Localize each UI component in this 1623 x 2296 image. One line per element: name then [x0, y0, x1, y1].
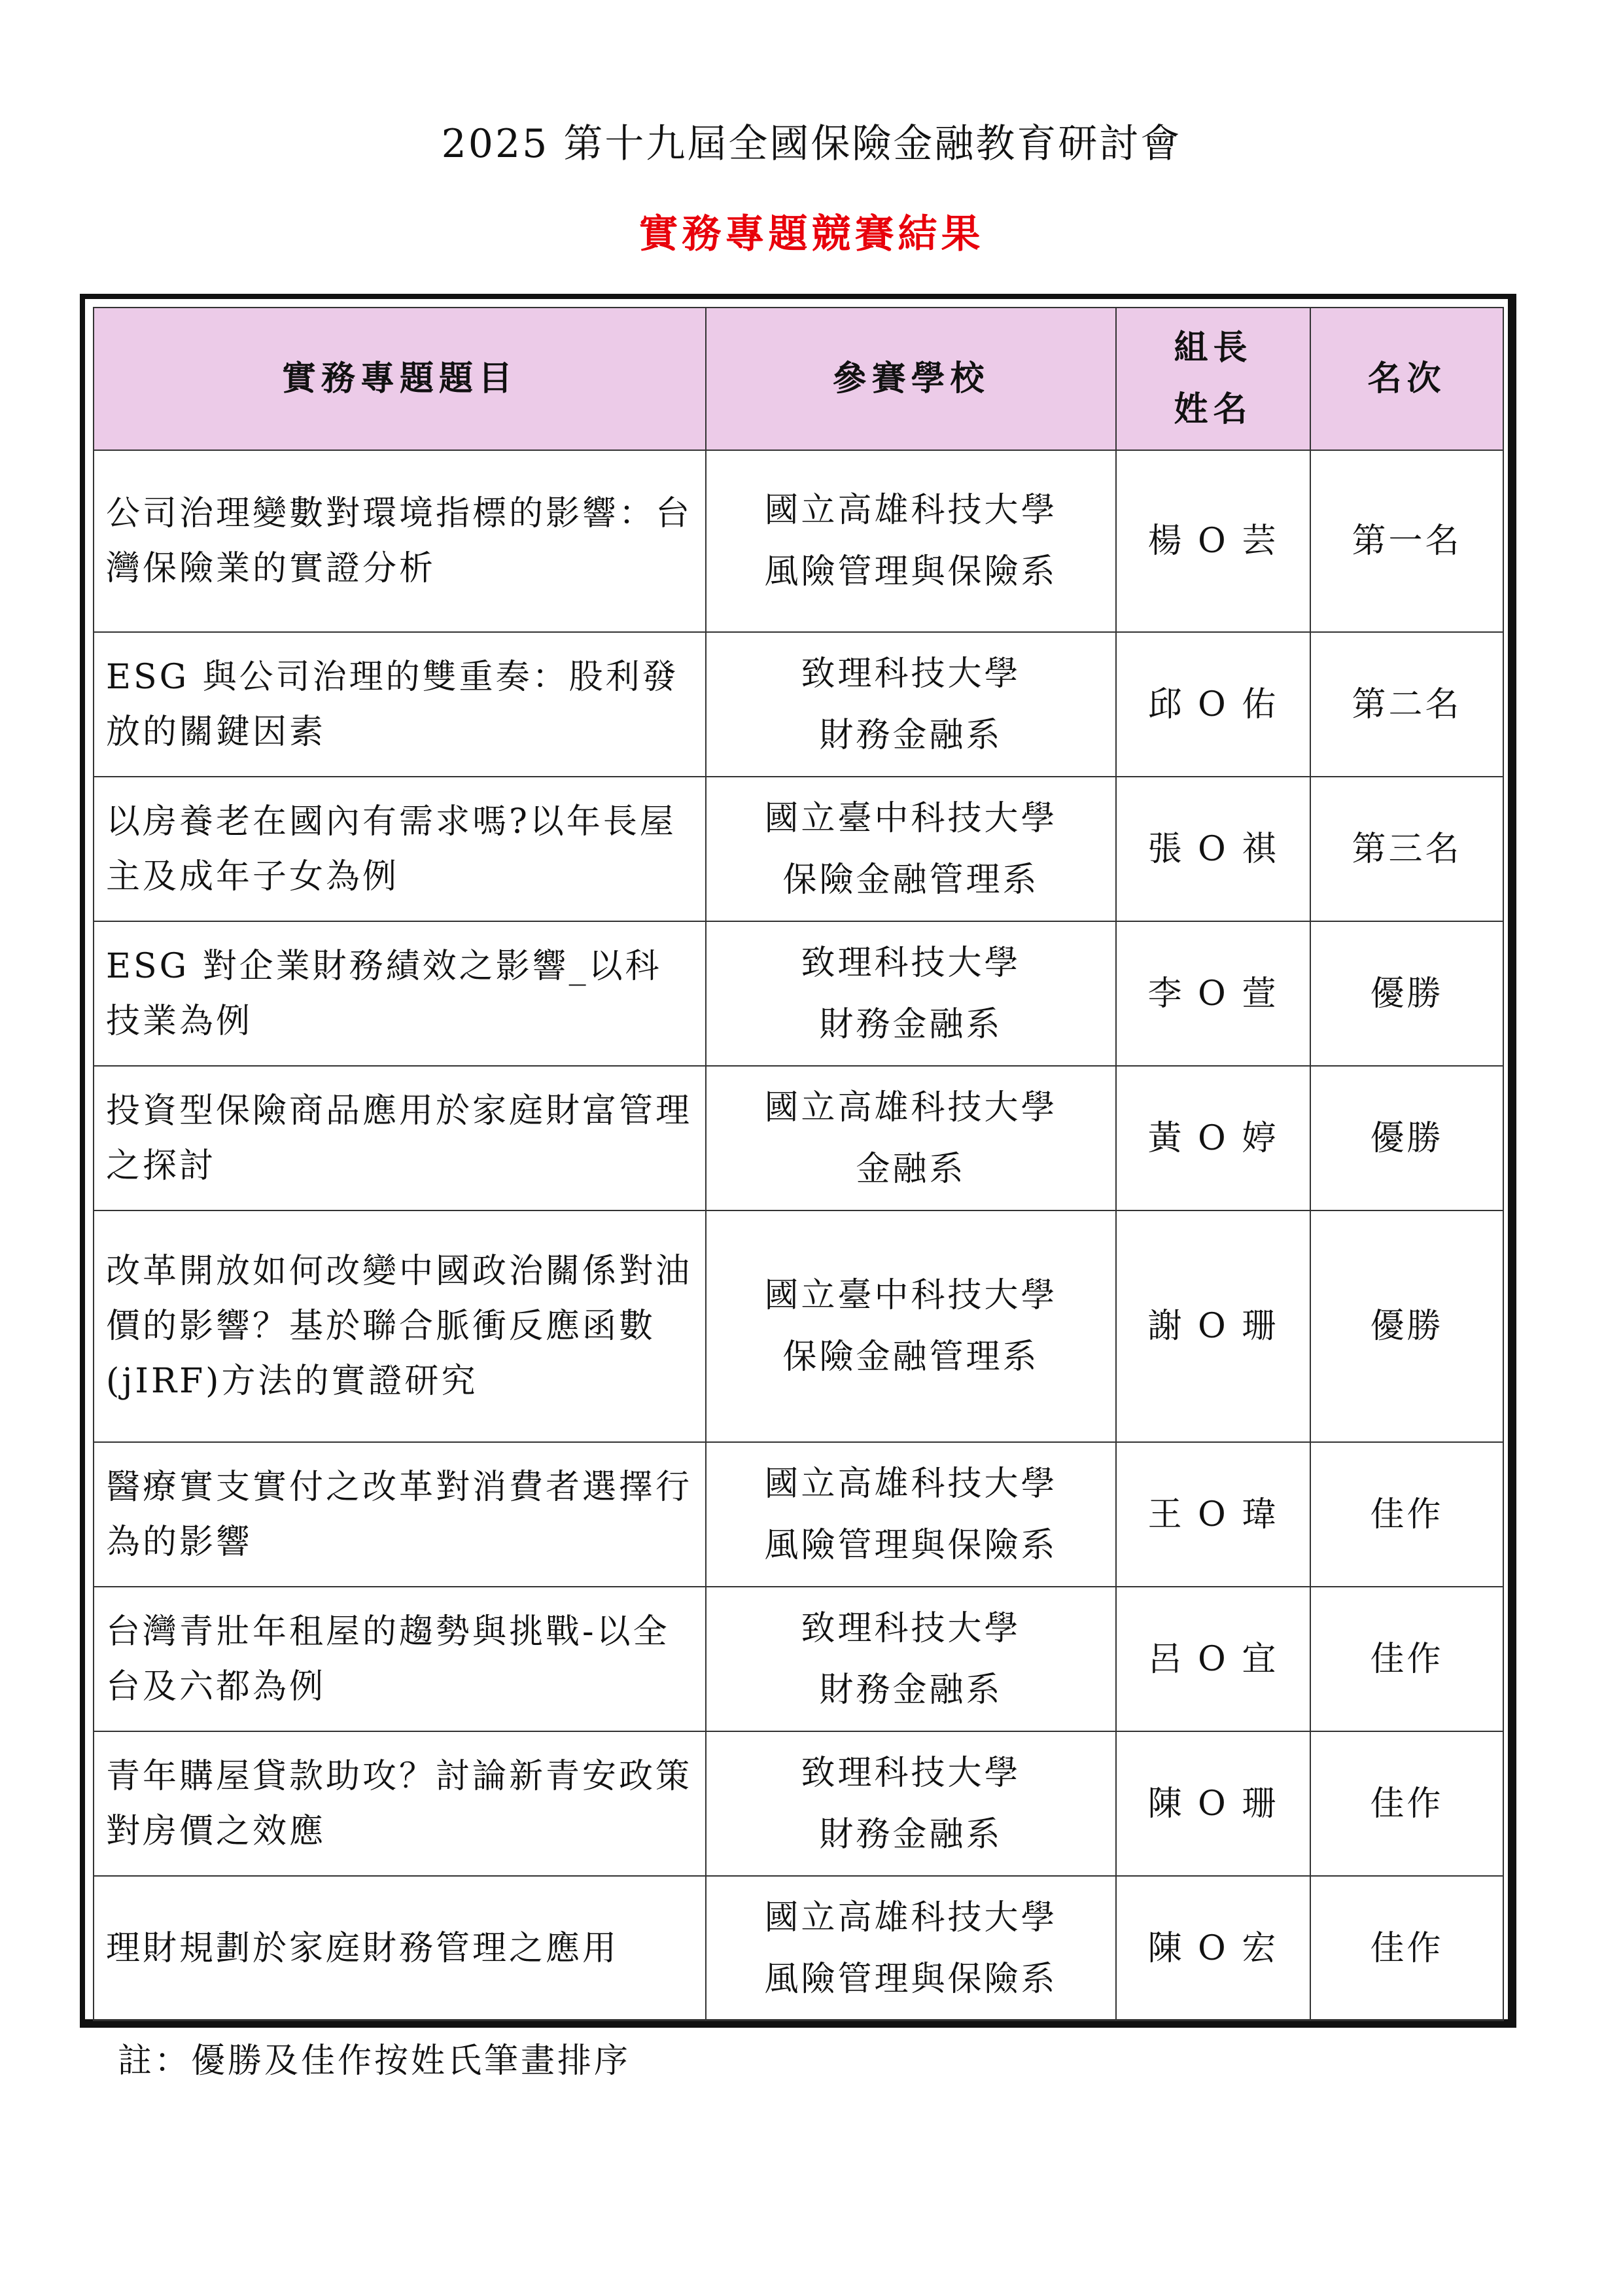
school-cell	[706, 777, 1116, 921]
school-cell	[706, 1442, 1116, 1587]
leader-cell: 陳 O 珊	[1116, 1731, 1310, 1876]
footnote: 註：優勝及佳作按姓氏筆畫排序	[118, 2041, 631, 2081]
school-cell	[706, 1731, 1116, 1876]
department-name: 財務金融系	[819, 715, 1003, 755]
school-cell	[706, 1587, 1116, 1731]
department-name: 金融系	[856, 1149, 966, 1189]
column-header-rank: 名次	[1310, 308, 1503, 450]
topic-cell: 改革開放如何改變中國政治關係對油價的影響？基於聯合脈衝反應函數(jIRF)方法的實證研究	[94, 1210, 706, 1442]
page-title: 2025 第十九屆全國保險金融教育研討會	[441, 121, 1182, 167]
department-name: 風險管理與保險系	[764, 552, 1058, 592]
department-name: 財務金融系	[819, 1814, 1003, 1854]
table-row	[94, 1731, 1503, 1876]
topic-cell: ESG 與公司治理的雙重奏：股利發放的關鍵因素	[94, 632, 706, 777]
department-name: 保險金融管理系	[782, 1337, 1039, 1377]
column-header-topic: 實務專題題目	[94, 308, 706, 450]
school-name: 致理科技大學	[801, 1608, 1021, 1648]
department-name: 財務金融系	[819, 1004, 1003, 1044]
rank-cell: 佳作	[1310, 1876, 1503, 2021]
rank-cell: 優勝	[1310, 1066, 1503, 1210]
school-cell	[706, 921, 1116, 1066]
results-table-frame	[80, 294, 1516, 2028]
school-name: 致理科技大學	[801, 654, 1021, 694]
topic-cell: 醫療實支實付之改革對消費者選擇行為的影響	[94, 1442, 706, 1587]
topic-cell: 青年購屋貸款助攻？討論新青安政策對房價之效應	[94, 1731, 706, 1876]
school-name: 國立高雄科技大學	[764, 1087, 1058, 1127]
leader-cell: 謝 O 珊	[1116, 1210, 1310, 1442]
department-name: 風險管理與保險系	[764, 1959, 1058, 1999]
rank-cell: 第二名	[1310, 632, 1503, 777]
department-name: 財務金融系	[819, 1670, 1003, 1710]
leader-cell: 呂 O 宜	[1116, 1587, 1310, 1731]
leader-cell: 邱 O 佑	[1116, 632, 1310, 777]
school-cell	[706, 1210, 1116, 1442]
leader-cell: 李 O 萱	[1116, 921, 1310, 1066]
rank-cell: 佳作	[1310, 1587, 1503, 1731]
department-name: 風險管理與保險系	[764, 1525, 1058, 1565]
topic-cell: 台灣青壯年租屋的趨勢與挑戰-以全台及六都為例	[94, 1587, 706, 1731]
school-cell	[706, 1876, 1116, 2021]
school-name: 國立高雄科技大學	[764, 1898, 1058, 1937]
column-header-school: 參賽學校	[706, 308, 1116, 450]
rank-cell: 優勝	[1310, 1210, 1503, 1442]
leader-cell: 王 O 瑋	[1116, 1442, 1310, 1587]
column-header-leader-line1: 組長	[1174, 328, 1253, 368]
topic-cell: 以房養老在國內有需求嗎?以年長屋主及成年子女為例	[94, 777, 706, 921]
school-cell	[706, 1066, 1116, 1210]
school-name: 國立臺中科技大學	[764, 1276, 1058, 1315]
results-table	[93, 307, 1504, 2021]
table-row	[94, 450, 1503, 632]
table-row	[94, 632, 1503, 777]
school-name: 國立臺中科技大學	[764, 798, 1058, 838]
rank-cell: 第一名	[1310, 450, 1503, 632]
leader-cell: 黃 O 婷	[1116, 1066, 1310, 1210]
table-row	[94, 1442, 1503, 1587]
school-name: 國立高雄科技大學	[764, 1464, 1058, 1504]
column-header-leader	[1116, 308, 1310, 450]
rank-cell: 第三名	[1310, 777, 1503, 921]
rank-cell: 優勝	[1310, 921, 1503, 1066]
topic-cell: 理財規劃於家庭財務管理之應用	[94, 1876, 706, 2021]
table-row	[94, 777, 1503, 921]
table-row	[94, 921, 1503, 1066]
table-header-row	[94, 308, 1503, 450]
topic-cell: ESG 對企業財務績效之影響_以科技業為例	[94, 921, 706, 1066]
school-cell	[706, 632, 1116, 777]
school-name: 致理科技大學	[801, 943, 1021, 983]
topic-cell: 公司治理變數對環境指標的影響：台灣保險業的實證分析	[94, 450, 706, 632]
school-cell	[706, 450, 1116, 632]
school-name: 國立高雄科技大學	[764, 491, 1058, 530]
table-row	[94, 1210, 1503, 1442]
column-header-leader-line2: 姓名	[1174, 389, 1253, 429]
page-subtitle: 實務專題競賽結果	[638, 211, 985, 257]
table-row	[94, 1587, 1503, 1731]
leader-cell: 張 O 祺	[1116, 777, 1310, 921]
rank-cell: 佳作	[1310, 1731, 1503, 1876]
leader-cell: 楊 O 芸	[1116, 450, 1310, 632]
leader-cell: 陳 O 宏	[1116, 1876, 1310, 2021]
table-row	[94, 1876, 1503, 2021]
school-name: 致理科技大學	[801, 1753, 1021, 1793]
rank-cell: 佳作	[1310, 1442, 1503, 1587]
table-row	[94, 1066, 1503, 1210]
topic-cell: 投資型保險商品應用於家庭財富管理之探討	[94, 1066, 706, 1210]
department-name: 保險金融管理系	[782, 860, 1039, 900]
